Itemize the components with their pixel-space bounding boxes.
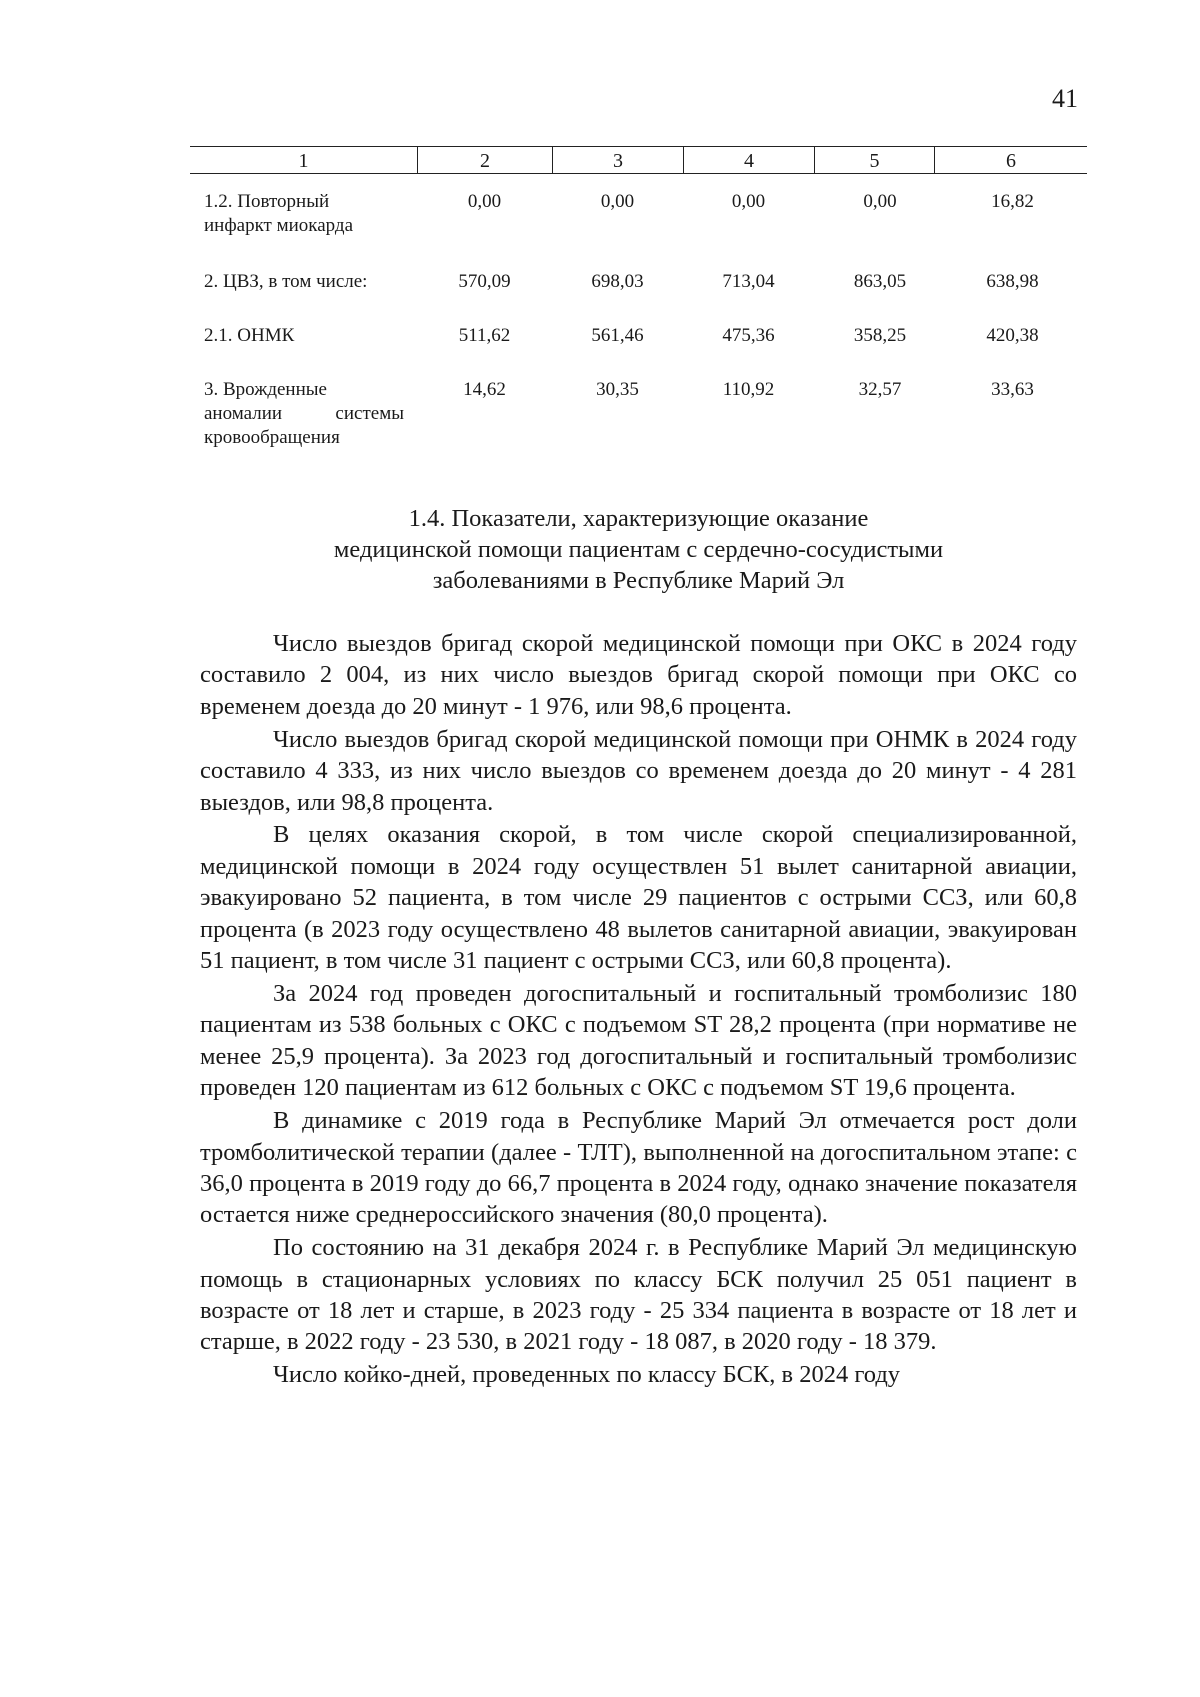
table-cell: 358,25 [853, 325, 907, 346]
table-cell: 16,82 [991, 191, 1034, 212]
table-cell: 32,57 [858, 379, 902, 400]
row-label-line: 3. Врожденные [204, 379, 327, 400]
paragraph: Число койко-дней, проведенных по классу БСК, в 2024 году [273, 1361, 901, 1389]
paragraph: Число выездов бригад скорой медицинской помощи при ОНМК в 2024 году составило 4 333, из них число выездов со временем доезда до 20 минут - 4 281 выездов, или 98,8 процента. [200, 725, 1077, 816]
paragraph: За 2024 год проведен догоспитальный и госпитальный тромболизис 180 пациентам из 538 больных с ОКС с подъемом ST 28,2 процента (при нормативе не менее 25,9 процента). За 2023 год догоспитальный и госпитальный тромболизис проведен 120 пациентам из 612 больных с ОКС с подъемом ST 19,6 процента. [200, 979, 1077, 1102]
row-label-line: аномалии системы [204, 403, 404, 424]
data-table [190, 146, 1087, 448]
table-cell: 570,09 [458, 271, 511, 292]
row-label-line: 2. ЦВЗ, в том числе: [204, 271, 368, 292]
paragraph: Число выездов бригад скорой медицинской помощи при ОКС в 2024 году составило 2 004, из них число выездов бригад скорой помощи при ОКС со временем доезда до 20 минут - 1 976, или 98,6 процента. [200, 630, 1077, 720]
header-cell: 5 [814, 147, 934, 173]
row-label-line: инфаркт миокарда [204, 215, 354, 236]
row-label [204, 324, 404, 348]
table-cell: 698,03 [591, 271, 644, 292]
table-cell: 14,62 [463, 379, 506, 400]
table-cell: 30,35 [596, 379, 639, 400]
table-header [190, 146, 1087, 174]
row-label [204, 378, 404, 450]
row-label [204, 270, 404, 294]
row-label-line: 1.2. Повторный [204, 191, 330, 212]
table-cell: 0,00 [863, 191, 897, 212]
table-cell: 863,05 [853, 271, 907, 292]
table-cell: 0,00 [731, 191, 766, 212]
table-cell: 713,04 [722, 271, 775, 292]
header-cell: 6 [934, 147, 1087, 173]
page-number: 41 [1052, 84, 1078, 113]
section-title [190, 503, 1087, 596]
table-cell: 638,98 [986, 271, 1039, 292]
header-cell: 3 [552, 147, 683, 173]
table-cell: 420,38 [986, 325, 1039, 346]
header-cell: 1 [298, 150, 309, 172]
table-cell: 511,62 [458, 325, 511, 346]
row-label-line: кровообращения [204, 427, 340, 448]
section-title-line: заболеваниями в Республике Марий Эл [432, 567, 845, 594]
body-text [200, 628, 1077, 1392]
table-cell: 475,36 [722, 325, 775, 346]
paragraph: В целях оказания скорой, в том числе скорой специализированной, медицинской помощи в 2024 году осуществлен 51 вылет санитарной авиации, эвакуировано 52 пациента, в том числе 29 пациентов с острыми ССЗ, или 60,8 процента (в 2023 году осуществлено 48 вылетов санитарной авиации, эвакуирован 51 пациент, в том числе 31 пациент с острыми ССЗ, или 60,8 процента). [200, 821, 1077, 975]
table-cell: 110,92 [722, 379, 775, 400]
table-cell: 0,00 [467, 191, 502, 212]
section-title-line: медицинской помощи пациентам с сердечно-сосудистыми [333, 536, 944, 563]
paragraph: В динамике с 2019 года в Республике Марий Эл отмечается рост доли тромболитической терапии (далее - ТЛТ), выполненной на догоспитальном этапе: с 36,0 процента в 2019 году до 66,7 процента в 2024 году, однако значение показателя остается ниже среднероссийского значения (80,0 процента). [200, 1107, 1077, 1229]
header-cell: 2 [417, 147, 552, 173]
table-cell: 0,00 [600, 191, 635, 212]
section-title-line: 1.4. Показатели, характеризующие оказание [408, 505, 869, 532]
paragraph: По состоянию на 31 декабря 2024 г. в Республике Марий Эл медицинскую помощь в стационарных условиях по классу БСК получил 25 051 пациент в возрасте от 18 лет и старше, в 2023 году - 25 334 пациента в возрасте от 18 лет и старше, в 2022 году - 23 530, в 2021 году - 18 087, в 2020 году - 18 379. [200, 1234, 1077, 1356]
header-cell: 4 [683, 147, 814, 173]
table-cell: 33,63 [991, 379, 1034, 400]
table-cell: 561,46 [591, 325, 644, 346]
row-label-line: 2.1. ОНМК [204, 325, 295, 346]
row-label [204, 190, 404, 238]
